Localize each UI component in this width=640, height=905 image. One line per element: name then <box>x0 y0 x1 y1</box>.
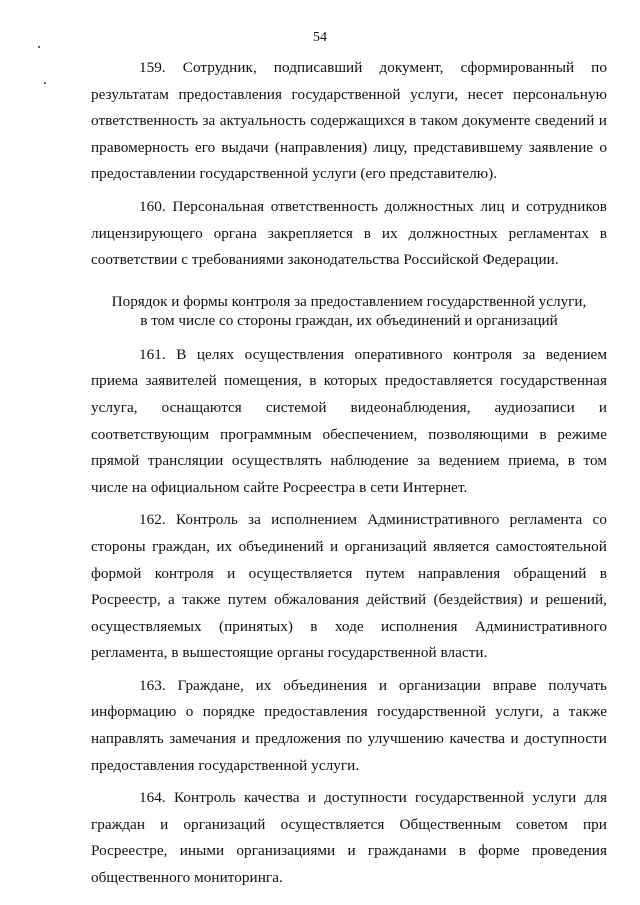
section-heading <box>91 292 607 330</box>
section-heading-line-2: в том числе со стороны граждан, их объединений и организаций <box>140 311 558 329</box>
paragraph-159: 159. Сотрудник, подписавший документ, сформированный по результатам предоставления государственной услуги, несет персональную ответственность за актуальность содержащихся в таком документе сведений и правомерность его выдачи (направления) лицу, представившему заявление о предоставлении государственной услуги (его представителю). <box>91 59 607 183</box>
page-number: 54 <box>313 30 327 45</box>
scan-speck <box>44 82 46 84</box>
scan-speck <box>38 46 40 48</box>
document-body <box>91 55 607 898</box>
section-heading-line-1: Порядок и формы контроля за предоставлением государственной услуги, <box>111 292 587 310</box>
paragraph-160: 160. Персональная ответственность должностных лиц и сотрудников лицензирующего органа закрепляется в их должностных регламентах в соответствии с требованиями законодательства Российской Федерации. <box>91 197 607 269</box>
paragraph-161: 161. В целях осуществления оперативного контроля за ведением приема заявителей помещения, в которых предоставляется государственная услуга, оснащаются системой видеонаблюдения, аудиозаписи и соответствующим программным обеспечением, позволяющими в режиме прямой трансляции осуществлять наблюдение за ведением приема, в том числе на официальном сайте Росреестра в сети Интернет. <box>91 345 607 496</box>
paragraph-163: 163. Граждане, их объединения и организации вправе получать информацию о порядке предоставления государственной услуги, а также направлять замечания и предложения по улучшению качества и доступности предоставления государственной услуги. <box>91 676 607 774</box>
paragraph-162: 162. Контроль за исполнением Административного регламента со стороны граждан, их объединений и организаций является самостоятельной формой контроля и осуществляется путем направления обращений в Росреестр, а также путем обжалования действий (бездействия) и решений, осуществляемых (принятых) в ходе исполнения Административного регламента, в вышестоящие органы государственной власти. <box>91 511 607 662</box>
paragraph-164: 164. Контроль качества и доступности государственной услуги для граждан и организаций осуществляется Общественным советом при Росреестре, иными организациями и гражданами в форме проведения общественного мониторинга. <box>91 789 607 887</box>
